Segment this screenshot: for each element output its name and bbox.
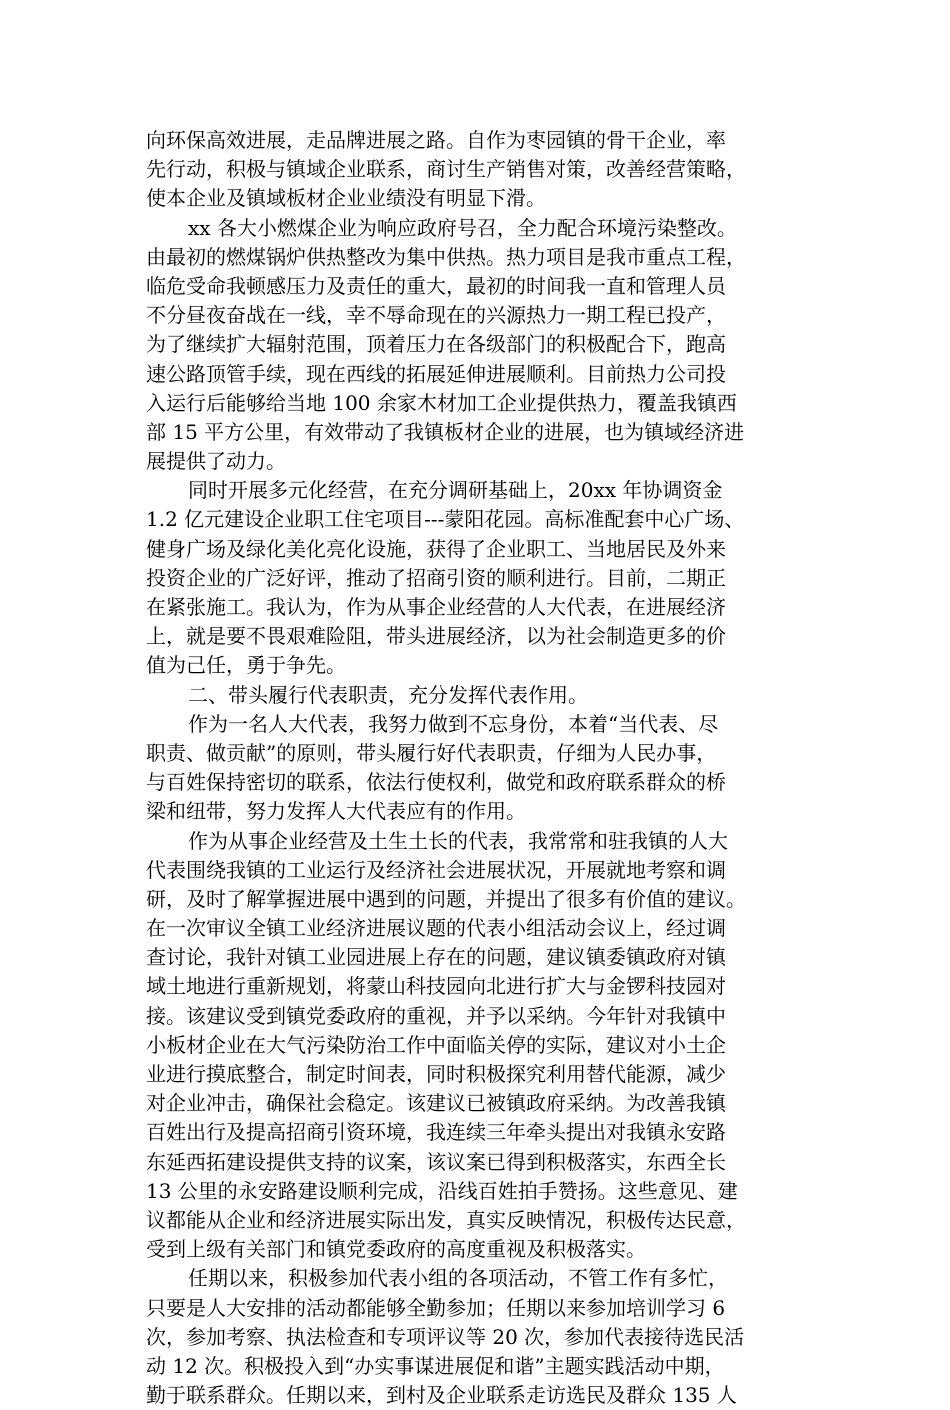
text-line: 在紧张施工。我认为，作为从事企业经营的人大代表，在进展经济 bbox=[146, 595, 726, 619]
text-line: 展提供了动力。 bbox=[146, 449, 286, 474]
text-line: 小板材企业在大气污染防治工作中面临关停的实际，建议对小土企 bbox=[146, 1032, 726, 1057]
text-line: 职责、做贡献”的原则，带头履行好代表职责，仔细为人民办事， bbox=[146, 740, 717, 765]
paragraph-start-line: 同时开展多元化经营，在充分调研基础上，20xx 年协调资金 bbox=[188, 478, 723, 503]
text-line: 健身广场及绿化美化亮化设施，获得了企业职工、当地居民及外来 bbox=[146, 536, 726, 561]
text-line: 在一次审议全镇工业经济进展议题的代表小组活动会议上，经过调 bbox=[146, 916, 726, 941]
text-line: 次，参加考察、执法检查和专项评议等 20 次，参加代表接待选民活 bbox=[146, 1324, 745, 1349]
text-line: 接。该建议受到镇党委政府的重视，并予以采纳。今年针对我镇中 bbox=[146, 1003, 726, 1028]
text-line: 对企业冲击，确保社会稳定。该建议已被镇政府采纳。为改善我镇 bbox=[146, 1091, 726, 1116]
text-line: 与百姓保持密切的联系，依法行使权利，做党和政府联系群众的桥 bbox=[146, 770, 726, 795]
text-line: 代表围绕我镇的工业运行及经济社会进展状况，开展就地考察和调 bbox=[146, 857, 726, 882]
text-line: 由最初的燃煤锅炉供热整改为集中供热。热力项目是我市重点工程， bbox=[146, 244, 746, 269]
text-line: 临危受命我顿感压力及责任的重大，最初的时间我一直和管理人员 bbox=[146, 273, 726, 298]
text-line: 梁和纽带，努力发挥人大代表应有的作用。 bbox=[146, 799, 526, 824]
text-line: 东延西拓建设提供支持的议案，该议案已得到积极落实，东西全长 bbox=[146, 1149, 726, 1174]
text-line: 百姓出行及提高招商引资环境，我连续三年牵头提出对我镇永安路 bbox=[146, 1120, 726, 1145]
text-line: 业进行摸底整合，制定时间表，同时积极探究利用替代能源，减少 bbox=[146, 1062, 726, 1086]
paragraph-start-line: xx 各大小燃煤企业为响应政府号召，全力配合环境污染整改。 bbox=[188, 215, 737, 240]
text-line: 研，及时了解掌握进展中遇到的问题，并提出了很多有价值的建议。 bbox=[146, 886, 746, 911]
paragraph-start-line: 作为从事企业经营及土生土长的代表，我常常和驻我镇的人大 bbox=[188, 828, 728, 853]
text-line: 值为己任，勇于争先。 bbox=[146, 653, 346, 678]
text-line: 受到上级有关部门和镇党委政府的高度重视及积极落实。 bbox=[146, 1237, 646, 1262]
text-line: 查讨论，我针对镇工业园进展上存在的问题，建议镇委镇政府对镇 bbox=[146, 945, 726, 970]
text-line: 13 公里的永安路建设顺利完成，沿线百姓拍手赞扬。这些意见、建 bbox=[146, 1178, 738, 1203]
text-line: 上，就是要不畏艰难险阻，带头进展经济，以为社会制造更多的价 bbox=[146, 624, 726, 649]
paragraph-start-line: 二、带头履行代表职责，充分发挥代表作用。 bbox=[188, 682, 588, 707]
text-line: 速公路顶管手续，现在西线的拓展延伸进展顺利。目前热力公司投 bbox=[146, 361, 726, 386]
text-line: 1.2 亿元建设企业职工住宅项目---蒙阳花园。高标准配套中心广场、 bbox=[146, 507, 745, 532]
text-line: 部 15 平方公里，有效带动了我镇板材企业的进展，也为镇域经济进 bbox=[146, 419, 745, 444]
paragraph-start-line: 作为一名人大代表，我努力做到不忘身份，本着“当代表、尽 bbox=[188, 711, 719, 736]
text-line: 只要是人大安排的活动都能够全勤参加；任期以来参加培训学习 6 bbox=[146, 1295, 726, 1320]
text-line: 向环保高效进展，走品牌进展之路。自作为枣园镇的骨干企业，率 bbox=[146, 128, 726, 152]
text-line: 先行动，积极与镇域企业联系，商讨生产销售对策，改善经营策略， bbox=[146, 157, 746, 182]
text-line: 为了继续扩大辐射范围，顶着压力在各级部门的积极配合下，跑高 bbox=[146, 332, 726, 357]
text-line: 议都能从企业和经济进展实际出发，真实反映情况，积极传达民意， bbox=[146, 1207, 746, 1232]
text-line: 域土地进行重新规划，将蒙山科技园向北进行扩大与金锣科技园对 bbox=[146, 974, 726, 999]
text-line: 不分昼夜奋战在一线，幸不辱命现在的兴源热力一期工程已投产， bbox=[146, 303, 726, 328]
text-line: 动 12 次。积极投入到“办实事谋进展促和谐”主题实践活动中期， bbox=[146, 1353, 725, 1378]
text-line: 勤于联系群众。任期以来，到村及企业联系走访选民及群众 135 人 bbox=[146, 1383, 737, 1408]
body-text bbox=[146, 126, 816, 1410]
text-line: 投资企业的广泛好评，推动了招商引资的顺利进行。目前，二期正 bbox=[146, 565, 726, 590]
paragraph-start-line: 任期以来，积极参加代表小组的各项活动，不管工作有多忙， bbox=[188, 1266, 728, 1291]
text-line: 使本企业及镇域板材企业业绩没有明显下滑。 bbox=[146, 186, 546, 211]
text-line: 入运行后能够给当地 100 余家木材加工企业提供热力，覆盖我镇西 bbox=[146, 390, 737, 415]
